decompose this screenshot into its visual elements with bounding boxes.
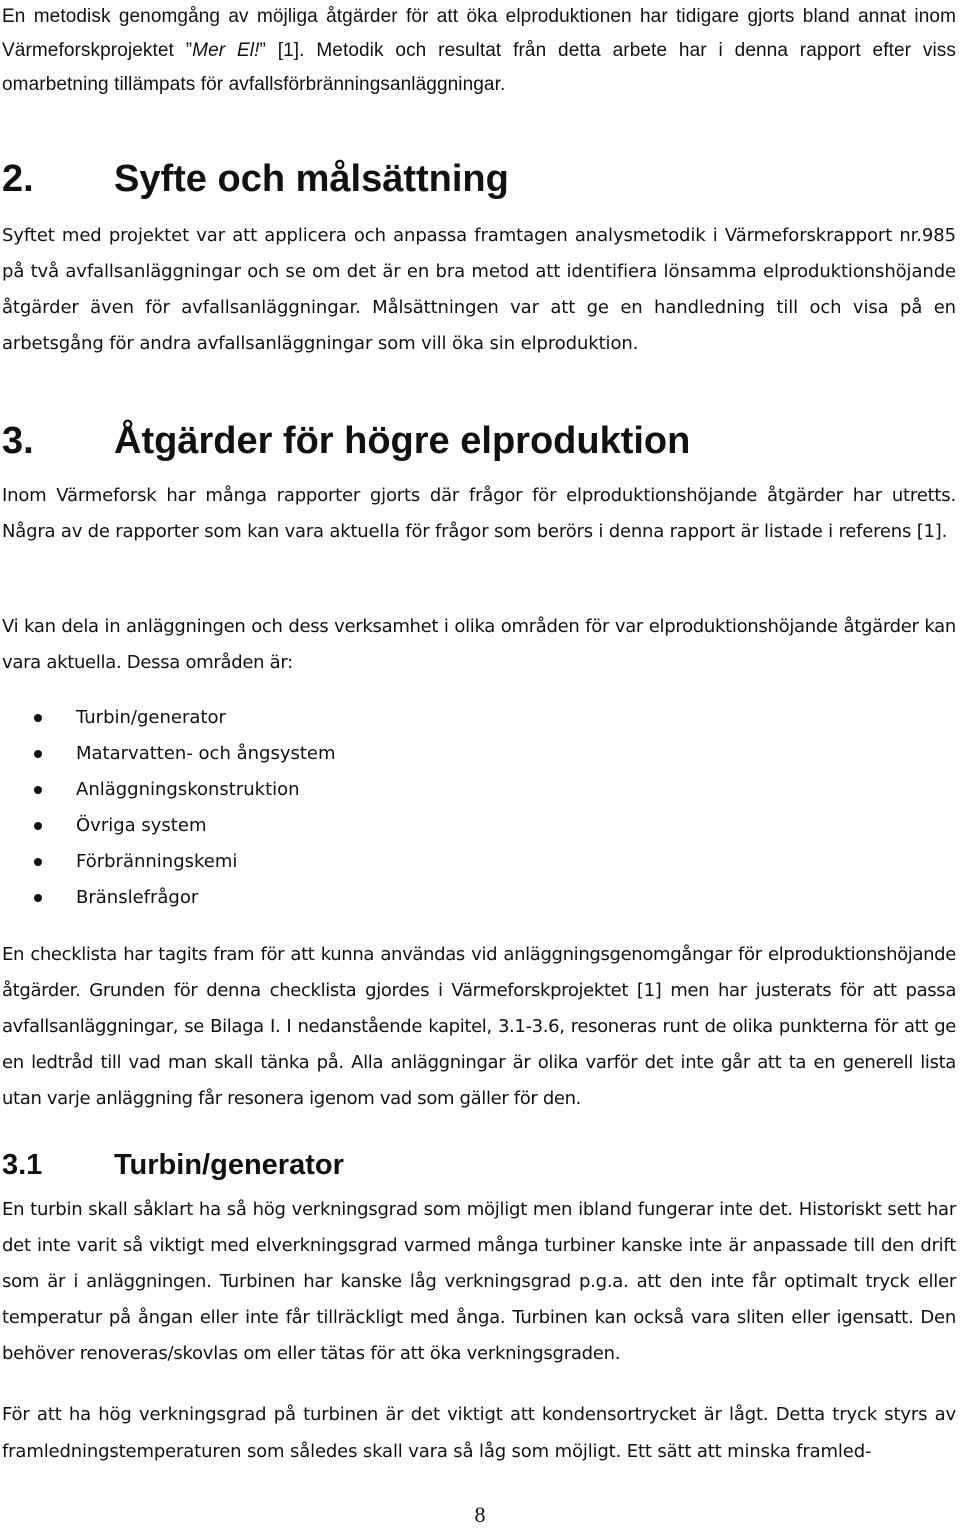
list-item: Övriga system: [0, 808, 336, 844]
list-item: Bränslefrågor: [0, 880, 336, 916]
section-3-1-heading: [2, 1147, 344, 1183]
section-2-title: Syfte och målsättning: [114, 158, 509, 200]
list-item: Förbränningskemi: [0, 844, 336, 880]
bullet-icon: [34, 858, 42, 866]
section-2-paragraph: Syftet med projektet var att applicera och anpassa framtagen analysmetodik i Värmeforskrapport nr.985 på två avfallsanläggningar och se om det är en bra metod att identifiera lönsamma elproduktionshöjande åtgärder även för avfallsanläggningar. Målsättningen var att ge en handledning till och visa på en arbetsgång för andra avfallsanläggningar som vill öka sin elproduktion.: [2, 225, 956, 354]
list-item: Matarvatten- och ångsystem: [0, 736, 336, 772]
intro-paragraph: [2, 0, 956, 102]
section-2-number: 2.: [2, 158, 34, 200]
section-3-paragraph-1: Inom Värmeforsk har många rapporter gjorts där frågor för elproduktionshöjande åtgärder har utretts. Några av de rapporter som kan vara aktuella för frågor som berörs i denna rapport är listade i referens [1].: [2, 485, 956, 542]
list-item: Anläggningskonstruktion: [0, 772, 336, 808]
section-3-1-title: Turbin/generator: [114, 1149, 344, 1181]
page-number: 8: [474, 1502, 486, 1527]
bullet-icon: [34, 894, 42, 902]
list-item: Turbin/generator: [0, 700, 336, 736]
intro-project-name: Mer El!: [192, 40, 260, 61]
bullet-icon: [34, 714, 42, 722]
section-2-heading: [2, 157, 509, 201]
section-3-heading: [2, 419, 690, 463]
section-3-title: Åtgärder för högre elproduktion: [114, 420, 691, 462]
section-3-1-paragraph-2: För att ha hög verkningsgrad på turbinen är det viktigt att kondensortrycket är lågt. Detta tryck styrs av framledningstemperaturen som således skall vara så låg som möjligt. Ett sätt att minska framled-: [2, 1404, 956, 1462]
bullet-icon: [34, 750, 42, 758]
section-3-1-number: 3.1: [2, 1149, 43, 1181]
section-3-paragraph-3: En checklista har tagits fram för att kunna användas vid anläggningsgenomgångar för elproduktionshöjande åtgärder. Grunden för denna checklista gjordes i Värmeforskprojektet [1] men har justerats för att passa avfallsanläggningar, se Bilaga I. I nedanstående kapitel, 3.1-3.6, resoneras runt de olika punkterna för att ge en ledtråd till vad man skall tänka på. Alla anläggningar är olika varför det inte går att ta en generell lista utan varje anläggning får resonera igenom vad som gäller för den.: [2, 944, 956, 1109]
area-list: [0, 700, 336, 916]
section-3-paragraph-2: Vi kan dela in anläggningen och dess verksamhet i olika områden för var elproduktionshöjande åtgärder kan vara aktuella. Dessa områden är:: [2, 616, 956, 673]
intro-text-after: ” [1]. Metodik och resultat från detta arbete har i denna rapport efter viss omarbetning tillämpats för avfallsförbränningsanläggningar.: [2, 40, 956, 95]
bullet-icon: [34, 822, 42, 830]
bullet-icon: [34, 786, 42, 794]
section-3-number: 3.: [2, 420, 34, 462]
section-3-1-paragraph-1: En turbin skall såklart ha så hög verkningsgrad som möjligt men ibland fungerar inte det. Historiskt sett har det inte varit så viktigt med elverkningsgrad varmed många turbiner kanske inte är anpassade till den drift som är i anläggningen. Turbinen har kanske låg verkningsgrad p.g.a. att den inte får optimalt tryck eller temperatur på ångan eller inte får tillräckligt med ånga. Turbinen kan också vara sliten eller igensatt. Den behöver renoveras/skovlas om eller tätas för att öka verkningsgraden.: [2, 1199, 956, 1364]
intro-text-before: En metodisk genomgång av möjliga åtgärder för att öka elproduktionen har tidigare gjorts bland annat inom Värmeforskprojektet ”: [2, 6, 956, 61]
